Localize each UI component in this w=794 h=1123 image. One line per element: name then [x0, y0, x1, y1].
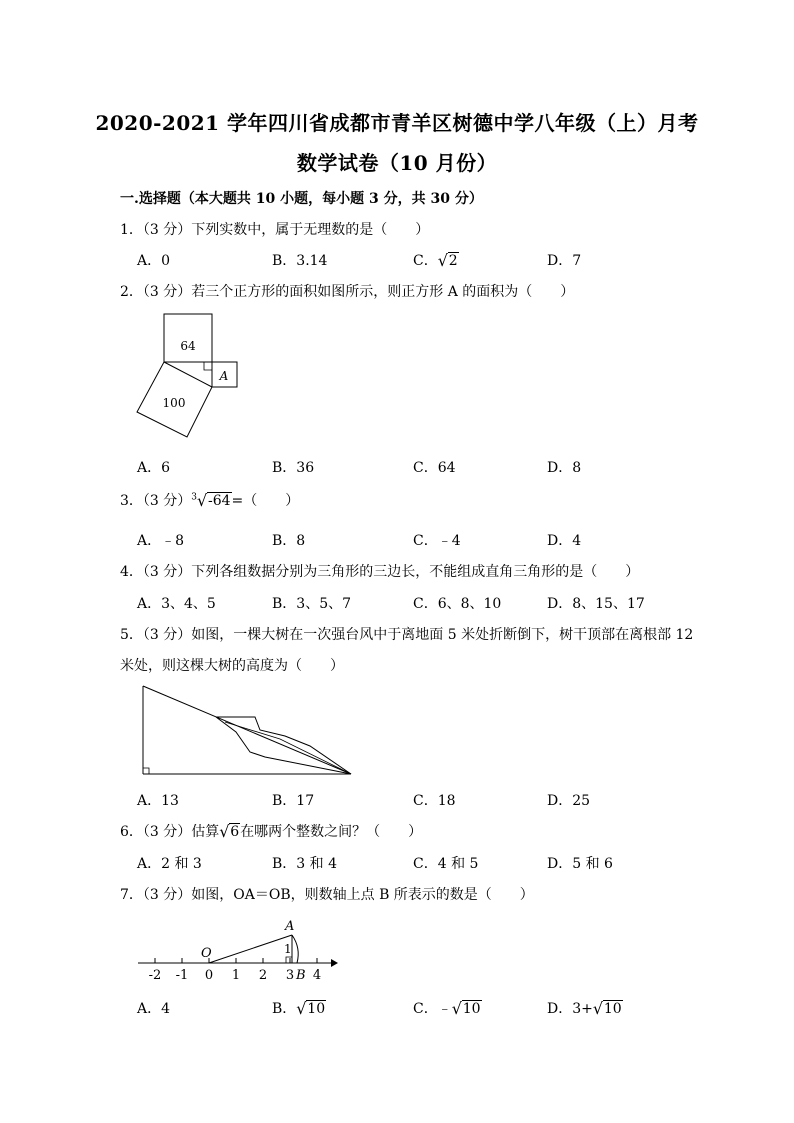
- q3-radicand: -64: [208, 493, 231, 509]
- tick-label: 4: [312, 968, 322, 983]
- right-angle-mark: [286, 957, 292, 963]
- label-b: B: [296, 968, 306, 983]
- segment-oa: [209, 935, 292, 963]
- q7-option-c: [413, 998, 482, 1018]
- q6-option-d: D．5 和 6: [547, 856, 613, 872]
- q3-option-d: D．4: [547, 533, 582, 549]
- question-2-stem: 2．（3 分）若三个正方形的面积如图所示，则正方形 A 的面积为（ ）: [120, 284, 575, 300]
- right-angle-mark: [204, 362, 212, 370]
- q7-option-c-radicand: 10: [462, 1001, 481, 1017]
- q2-option-a: A．6: [137, 460, 171, 476]
- label-a: A: [285, 919, 295, 934]
- q2-option-c: C．64: [413, 460, 456, 476]
- q1-option-c: [413, 250, 459, 270]
- q5-option-c: C．18: [413, 793, 456, 809]
- label-64: 64: [180, 339, 196, 353]
- arrow-head: [331, 959, 338, 967]
- q2-squares-figure: [132, 312, 242, 442]
- square-64: [164, 314, 212, 362]
- label-one: 1: [284, 942, 292, 956]
- q5-broken-tree-figure: [140, 684, 360, 779]
- q7-option-b-radicand: 10: [307, 1001, 326, 1017]
- q7-number-line-figure: [135, 915, 345, 985]
- question-5-stem-line2: 米处，则这棵大树的高度为（ ）: [120, 658, 344, 674]
- q1-option-b: B．3.14: [272, 253, 328, 269]
- sqrt-symbol: √ 6: [219, 822, 240, 841]
- q4-option-c: C．6、8、10: [413, 596, 502, 612]
- tick-label: 3: [285, 968, 295, 983]
- q6-prefix: 6．（3 分）估算: [120, 824, 220, 840]
- q4-option-b: B．3、5、7: [272, 596, 352, 612]
- question-1-stem: 1．（3 分）下列实数中，属于无理数的是（ ）: [120, 222, 430, 238]
- section-heading: 一.选择题（本大题共 10 小题，每小题 3 分，共 30 分）: [120, 191, 483, 207]
- q7-option-d-label: D．3+: [547, 1001, 593, 1017]
- fallen-trunk: [143, 686, 351, 774]
- q7-option-b-label: B．: [272, 1001, 297, 1017]
- right-angle-mark: [143, 768, 149, 774]
- question-5-stem-line1: 5．（3 分）如图，一棵大树在一次强台风中于离地面 5 米处折断倒下，树干顶部在离根部 12: [120, 627, 694, 643]
- q3-option-a: A．﹣8: [137, 533, 185, 549]
- q7-option-a: A．4: [137, 1001, 171, 1017]
- question-3-stem: [120, 490, 299, 510]
- tick-label: 1: [231, 968, 241, 983]
- q6-radicand: 6: [230, 824, 240, 840]
- q5-option-d: D．25: [547, 793, 591, 809]
- label-100: 100: [162, 396, 186, 410]
- sqrt-symbol: √ 10: [592, 999, 622, 1018]
- q1-option-c-radicand: 2: [448, 253, 458, 269]
- q3-number: 3．（3 分）: [120, 493, 192, 509]
- q7-option-c-label: C．﹣: [413, 1001, 452, 1017]
- question-6-stem: [120, 821, 422, 841]
- q4-option-a: A．3、4、5: [137, 596, 216, 612]
- q3-option-c: C．﹣4: [413, 533, 461, 549]
- label-o: O: [201, 946, 212, 961]
- q2-option-b: B．36: [272, 460, 315, 476]
- q1-option-a: A．0: [137, 253, 171, 269]
- tick-label: -1: [175, 968, 189, 983]
- q6-option-b: B．3 和 4: [272, 856, 338, 872]
- q3-option-b: B．8: [272, 533, 306, 549]
- cube-root-symbol: √ -64: [197, 491, 231, 510]
- q7-option-d: [547, 998, 623, 1018]
- page-title-line2: 数学试卷（10 月份）: [296, 151, 498, 175]
- arc-ob: [292, 935, 298, 963]
- q6-tail: 在哪两个整数之间？（ ）: [240, 824, 423, 840]
- q3-tail: =（ ）: [231, 493, 300, 509]
- q6-option-a: A．2 和 3: [137, 856, 202, 872]
- q7-option-d-radicand: 10: [603, 1001, 622, 1017]
- q6-option-c: C．4 和 5: [413, 856, 479, 872]
- sqrt-symbol: √ 10: [451, 999, 481, 1018]
- q7-option-b: [272, 998, 326, 1018]
- q5-option-a: A．13: [137, 793, 179, 809]
- q2-option-d: D．8: [547, 460, 582, 476]
- q1-option-d: D．7: [547, 253, 582, 269]
- q1-option-c-label: C．: [413, 253, 438, 269]
- tick-label: 0: [204, 968, 214, 983]
- sqrt-symbol: √ 2: [437, 251, 458, 270]
- question-7-stem: 7．（3 分）如图，OA＝OB，则数轴上点 B 所表示的数是（ ）: [120, 887, 534, 903]
- q5-option-b: B．17: [272, 793, 315, 809]
- sqrt-symbol: √ 10: [296, 999, 326, 1018]
- tick-label: -2: [148, 968, 162, 983]
- label-a: A: [219, 369, 229, 383]
- question-4-stem: 4．（3 分）下列各组数据分别为三角形的三边长，不能组成直角三角形的是（ ）: [120, 564, 640, 580]
- tick-label: 2: [258, 968, 268, 983]
- cube-root-index: 3: [191, 492, 197, 503]
- page-title-line1: 2020-2021 学年四川省成都市青羊区树德中学八年级（上）月考: [95, 111, 699, 135]
- q4-option-d: D．8、15、17: [547, 596, 645, 612]
